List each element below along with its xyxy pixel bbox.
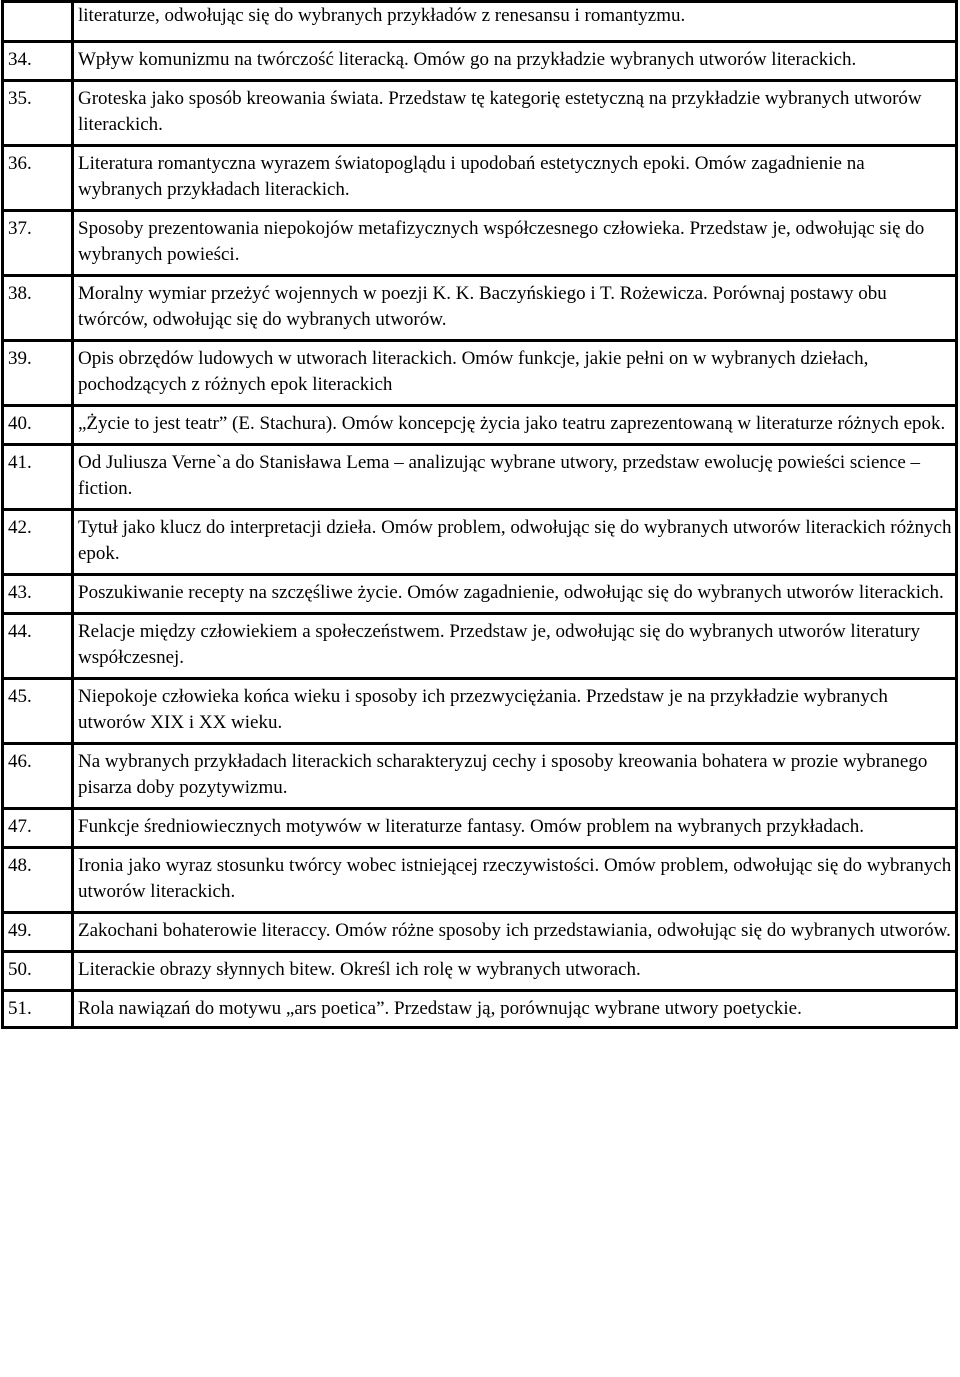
row-number: 49. — [3, 913, 73, 952]
table-row — [3, 211, 957, 276]
row-number: 48. — [3, 848, 73, 913]
table-row — [3, 913, 957, 952]
table-row — [3, 809, 957, 848]
table-row — [3, 42, 957, 81]
table-row — [3, 276, 957, 341]
row-text: Od Juliusza Verne`a do Stanisława Lema – analizując wybrane utwory, przedstaw ewolucję powieści science – fiction. — [73, 445, 957, 510]
row-text: Relacje między człowiekiem a społeczeństwem. Przedstaw je, odwołując się do wybranych utworów literatury współczesnej. — [73, 614, 957, 679]
topics-table-body — [3, 2, 957, 1028]
row-number: 40. — [3, 406, 73, 445]
row-text: Literackie obrazy słynnych bitew. Określ ich rolę w wybranych utworach. — [73, 952, 957, 991]
row-text: Tytuł jako klucz do interpretacji dzieła. Omów problem, odwołując się do wybranych utworów literackich różnych epok. — [73, 510, 957, 575]
row-number: 36. — [3, 146, 73, 211]
row-text: Literatura romantyczna wyrazem światopoglądu i upodobań estetycznych epoki. Omów zagadnienie na wybranych przykładach literackich. — [73, 146, 957, 211]
table-row — [3, 81, 957, 146]
row-number: 37. — [3, 211, 73, 276]
row-number: 39. — [3, 341, 73, 406]
table-row — [3, 991, 957, 1028]
row-text: Na wybranych przykładach literackich scharakteryzuj cechy i sposoby kreowania bohatera w prozie wybranego pisarza doby pozytywizmu. — [73, 744, 957, 809]
row-text: Wpływ komunizmu na twórczość literacką. Omów go na przykładzie wybranych utworów literackich. — [73, 42, 957, 81]
row-text: Poszukiwanie recepty na szczęśliwe życie. Omów zagadnienie, odwołując się do wybranych utworów literackich. — [73, 575, 957, 614]
row-text: Funkcje średniowiecznych motywów w literaturze fantasy. Omów problem na wybranych przykładach. — [73, 809, 957, 848]
row-number: 42. — [3, 510, 73, 575]
topics-table — [1, 0, 958, 1029]
table-row — [3, 445, 957, 510]
row-text: Opis obrzędów ludowych w utworach literackich. Omów funkcje, jakie pełni on w wybranych dziełach, pochodzących z różnych epok literackich — [73, 341, 957, 406]
row-number: 51. — [3, 991, 73, 1028]
row-number: 50. — [3, 952, 73, 991]
row-text: Zakochani bohaterowie literaccy. Omów różne sposoby ich przedstawiania, odwołując się do wybranych utworów. — [73, 913, 957, 952]
table-row — [3, 848, 957, 913]
table-row — [3, 744, 957, 809]
table-row — [3, 341, 957, 406]
row-text: Sposoby prezentowania niepokojów metafizycznych współczesnego człowieka. Przedstaw je, odwołując się do wybranych powieści. — [73, 211, 957, 276]
row-text: Groteska jako sposób kreowania świata. Przedstaw tę kategorię estetyczną na przykładzie wybranych utworów literackich. — [73, 81, 957, 146]
row-text: literaturze, odwołując się do wybranych przykładów z renesansu i romantyzmu. — [73, 2, 957, 42]
row-text: Ironia jako wyraz stosunku twórcy wobec istniejącej rzeczywistości. Omów problem, odwołując się do wybranych utworów literackich. — [73, 848, 957, 913]
row-number: 43. — [3, 575, 73, 614]
table-row — [3, 614, 957, 679]
row-number — [3, 2, 73, 42]
row-number: 46. — [3, 744, 73, 809]
row-number: 34. — [3, 42, 73, 81]
table-row — [3, 2, 957, 42]
row-number: 41. — [3, 445, 73, 510]
table-row — [3, 952, 957, 991]
row-number: 45. — [3, 679, 73, 744]
table-row — [3, 510, 957, 575]
table-row — [3, 406, 957, 445]
table-row — [3, 575, 957, 614]
row-number: 38. — [3, 276, 73, 341]
row-text: Moralny wymiar przeżyć wojennych w poezji K. K. Baczyńskiego i T. Rożewicza. Porównaj postawy obu twórców, odwołując się do wybranych utworów. — [73, 276, 957, 341]
table-row — [3, 679, 957, 744]
row-text: „Życie to jest teatr” (E. Stachura). Omów koncepcję życia jako teatru zaprezentowaną w literaturze różnych epok. — [73, 406, 957, 445]
row-text: Niepokoje człowieka końca wieku i sposoby ich przezwyciężania. Przedstaw je na przykładzie wybranych utworów XIX i XX wieku. — [73, 679, 957, 744]
row-number: 35. — [3, 81, 73, 146]
table-row — [3, 146, 957, 211]
row-text: Rola nawiązań do motywu „ars poetica”. Przedstaw ją, porównując wybrane utwory poetyckie. — [73, 991, 957, 1028]
row-number: 47. — [3, 809, 73, 848]
row-number: 44. — [3, 614, 73, 679]
